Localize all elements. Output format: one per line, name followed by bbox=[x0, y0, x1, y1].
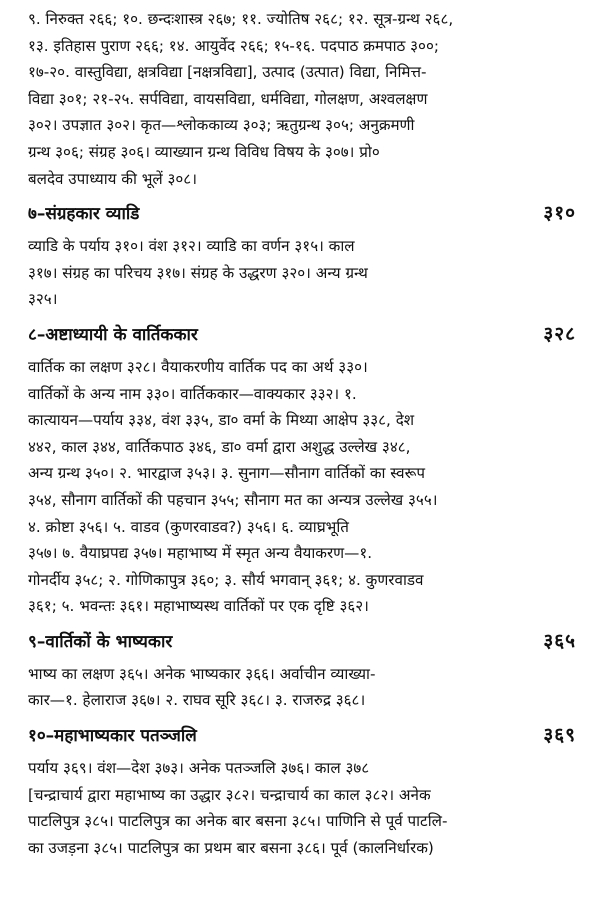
text-line: अन्य ग्रन्थ ३५०। २. भारद्वाज ३५३। ३. सुनाग—सौनाग वार्तिकों का स्वरूप bbox=[28, 464, 426, 483]
text-line: वार्तिकों के अन्य नाम ३३०। वार्तिककार—वाक्यकार ३३२। १. bbox=[28, 384, 357, 403]
text-line: बलदेव उपाध्याय की भूलें ३०८। bbox=[28, 169, 197, 188]
section-heading bbox=[28, 321, 576, 348]
text-line: पाटलिपुत्र ३८५। पाटलिपुत्र का अनेक बार बसना ३८५। पाणिनि से पूर्व पाटलि- bbox=[28, 812, 448, 831]
text-line: पर्याय ३६९। वंश—देश ३७३। अनेक पतञ्जलि ३७६। काल ३७८ bbox=[28, 759, 370, 778]
section-paragraph bbox=[28, 354, 576, 620]
text-line: ४४२, काल ३४४, वार्तिकपाठ ३४६, डा० वर्मा द्वारा अशुद्ध उल्लेख ३४८, bbox=[28, 437, 411, 456]
text-line: व्याडि के पर्याय ३१०। वंश ३१२। व्याडि का वर्णन ३१५। काल bbox=[28, 237, 355, 256]
intro-paragraph bbox=[28, 6, 576, 192]
section-paragraph bbox=[28, 755, 576, 861]
text-line: ३२५। bbox=[28, 290, 58, 309]
text-line: १३. इतिहास पुराण २६६; १४. आयुर्वेद २६६; १५-१६. पदपाठ क्रमपाठ ३००; bbox=[28, 36, 439, 55]
text-line: विद्या ३०१; २१-२५. सर्पविद्या, वायसविद्या, धर्मविद्या, गोलक्षण, अश्वलक्षण bbox=[28, 89, 428, 108]
section-title: ९–वार्तिकों के भाष्यकार bbox=[28, 631, 173, 652]
text-line: ३१७। संग्रह का परिचय ३१७। संग्रह के उद्धरण ३२०। अन्य ग्रन्थ bbox=[28, 263, 368, 282]
text-line: कात्यायन—पर्याय ३३४, वंश ३३५, डा० वर्मा के मिथ्या आक्षेप ३३८, देश bbox=[28, 411, 415, 430]
text-line: ३६१; ५. भवन्तः ३६१। महाभाष्यस्थ वार्तिकों पर एक दृष्टि ३६२। bbox=[28, 597, 369, 616]
section-title: १०–महाभाष्यकार पतञ्जलि bbox=[28, 726, 197, 747]
section-title: ८–अष्टाध्यायी के वार्तिककार bbox=[28, 324, 198, 345]
section-page-number: ३१० bbox=[543, 202, 576, 225]
section-heading bbox=[28, 628, 576, 655]
text-line: ३५४, सौनाग वार्तिकों की पहचान ३५५; सौनाग मत का अन्यत्र उल्लेख ३५५। bbox=[28, 490, 438, 509]
text-line: ३५७। ७. वैयाघ्रपद्य ३५७। महाभाष्य में स्मृत अन्य वैयाकरण—१. bbox=[28, 544, 373, 563]
text-line: [चन्द्राचार्य द्वारा महाभाष्य का उद्धार ३८२। चन्द्राचार्य का काल ३८२। अनेक bbox=[28, 785, 431, 804]
section-page-number: ३२८ bbox=[543, 322, 576, 345]
text-line: भाष्य का लक्षण ३६५। अनेक भाष्यकार ३६६। अर्वाचीन व्याख्या- bbox=[28, 664, 376, 683]
text-line: कार—१. हेलाराज ३६७। २. राघव सूरि ३६८। ३. राजरुद्र ३६८। bbox=[28, 691, 366, 710]
text-line: ग्रन्थ ३०६; संग्रह ३०६। व्याख्यान ग्रन्थ विविध विषय के ३०७। प्रो० bbox=[28, 142, 380, 161]
section-paragraph bbox=[28, 661, 576, 714]
text-line: का उजड़ना ३८५। पाटलिपुत्र का प्रथम बार बसना ३८६। पूर्व (कालनिर्धारक) bbox=[28, 838, 434, 857]
section-heading bbox=[28, 722, 576, 749]
text-line: ९. निरुक्त २६६; १०. छन्दःशास्त्र २६७; ११. ज्योतिष २६८; १२. सूत्र-ग्रन्थ २६८, bbox=[28, 10, 454, 28]
section-heading bbox=[28, 200, 576, 227]
text-line: गोनर्दीय ३५८; २. गोणिकापुत्र ३६०; ३. सौर्य भगवान् ३६१; ४. कुणरवाडव bbox=[28, 570, 424, 589]
text-line: १७-२०. वास्तुविद्या, क्षत्रविद्या [नक्षत्रविद्या], उत्पाद (उत्पात) विद्या, निमित्त- bbox=[28, 63, 427, 82]
section-paragraph bbox=[28, 233, 576, 313]
text-line: ४. क्रोष्टा ३५६। ५. वाडव (कुणरवाडव?) ३५६। ६. व्याघ्रभूति bbox=[28, 517, 349, 536]
section-page-number: ३६९ bbox=[543, 724, 576, 747]
text-line: ३०२। उपज्ञात ३०२। कृत—श्लोककाव्य ३०३; ऋतुग्रन्थ ३०५; अनुक्रमणी bbox=[28, 116, 415, 135]
section-title: ७–संग्रहकार व्याडि bbox=[28, 204, 140, 225]
section-page-number: ३६५ bbox=[543, 629, 576, 652]
text-line: वार्तिक का लक्षण ३२८। वैयाकरणीय वार्तिक पद का अर्थ ३३०। bbox=[28, 357, 368, 376]
